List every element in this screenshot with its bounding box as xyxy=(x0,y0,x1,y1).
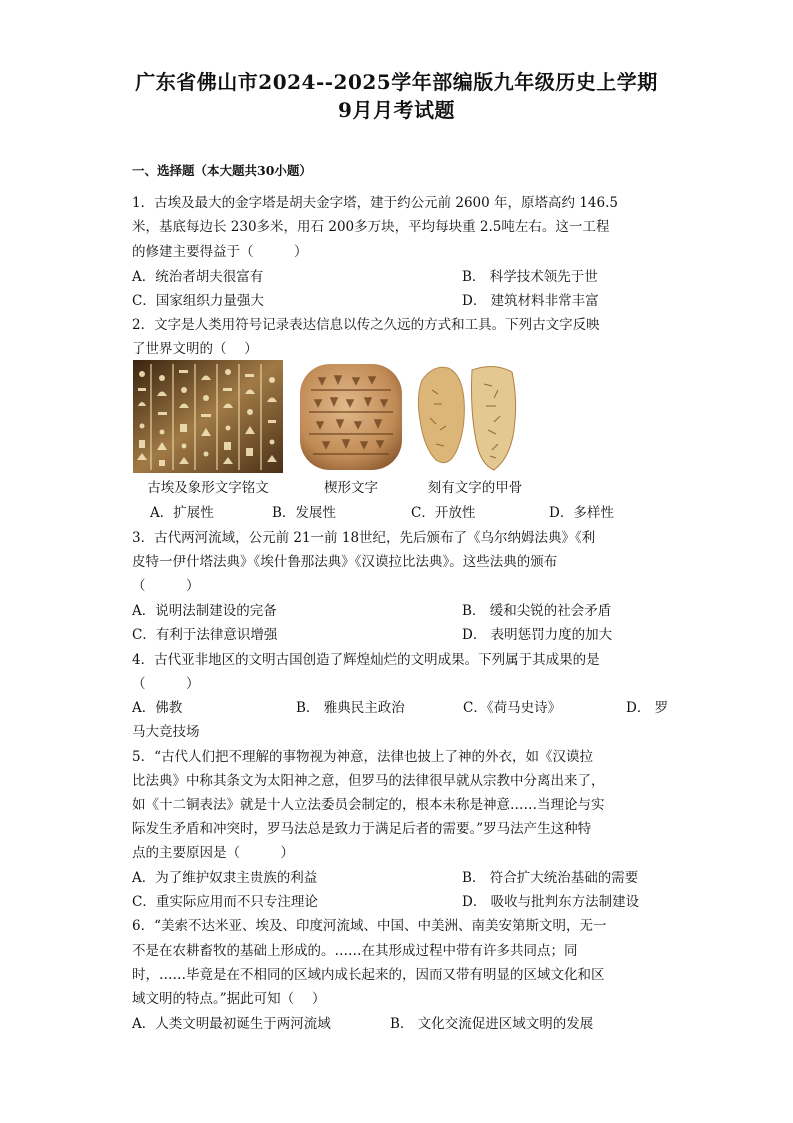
q3-text-line: 3．古代两河流域，公元前 21一前 18世纪，先后颁布了《乌尔纳姆法典》《利 xyxy=(132,530,596,546)
q1-option-c[interactable]: C．国家组织力量强大 xyxy=(132,293,264,309)
q1-text-line: 米，基底每边长 230多米，用石 200多万块，平均每块重 2.5吨左右。这一工程 xyxy=(132,219,610,235)
q2-option-b[interactable]: B．发展性 xyxy=(272,505,336,521)
page-subtitle: 9月月考试题 xyxy=(338,98,455,122)
q6-text-line: 域文明的特点。”据此可知（ ） xyxy=(132,991,326,1007)
q4-option-b[interactable]: B． 雅典民主政治 xyxy=(296,700,405,716)
oracle-bone-caption: 刻有文字的甲骨 xyxy=(427,480,523,496)
q3-option-d[interactable]: D． 表明惩罚力度的加大 xyxy=(462,627,613,643)
q3-option-a[interactable]: A．说明法制建设的完备 xyxy=(132,603,277,619)
q2-text-line: 2．文字是人类用符号记录表达信息以传之久远的方式和工具。下列古文字反映 xyxy=(132,317,600,333)
q5-text-line: 点的主要原因是（ ） xyxy=(132,845,294,861)
q4-text-line: 马大竞技场 xyxy=(132,724,200,740)
q1-option-b[interactable]: B． 科学技术领先于世 xyxy=(462,269,598,285)
q5-option-d[interactable]: D． 吸收与批判东方法制建设 xyxy=(462,894,640,910)
q1-option-a[interactable]: A．统治者胡夫很富有 xyxy=(132,269,264,285)
cuneiform-caption: 楔形文字 xyxy=(324,480,378,496)
q3-option-b[interactable]: B． 缓和尖锐的社会矛盾 xyxy=(462,603,612,619)
hieroglyph-caption: 古埃及象形文字铭文 xyxy=(147,480,269,496)
q6-text-line: 时，……毕竟是在不相同的区域内成长起来的，因而又带有明显的区域文化和区 xyxy=(132,967,605,983)
q3-text-line: （ ） xyxy=(132,578,200,594)
q4-option-a[interactable]: A．佛教 xyxy=(132,700,183,716)
hieroglyph-image xyxy=(133,360,283,473)
q4-text-line: 4．古代亚非地区的文明古国创造了辉煌灿烂的文明成果。下列属于其成果的是 xyxy=(132,652,600,668)
q3-option-c[interactable]: C．有利于法律意识增强 xyxy=(132,627,278,643)
q1-option-d[interactable]: D． 建筑材料非常丰富 xyxy=(462,293,599,309)
q5-text-line: 5．“古代人们把不理解的事物视为神意，法律也披上了神的外衣，如《汉谟拉 xyxy=(132,749,593,765)
q4-option-d[interactable]: D． 罗 xyxy=(626,700,669,716)
q2-text-line: 了世界文明的（ ） xyxy=(132,341,258,357)
q4-text-line: （ ） xyxy=(132,676,200,692)
q5-text-line: 比法典》中称其条文为太阳神之意，但罗马的法律很早就从宗教中分离出来了， xyxy=(132,773,605,789)
q2-option-a[interactable]: A．扩展性 xyxy=(150,505,214,521)
q6-text-line: 6．“美索不达米亚、埃及、印度河流域、中国、中美洲、南美安第斯文明，无一 xyxy=(132,918,607,934)
q3-text-line: 皮特一伊什塔法典》《埃什鲁那法典》《汉谟拉比法典》。这些法典的颁布 xyxy=(132,554,558,570)
q6-option-b[interactable]: B． 文化交流促进区域文明的发展 xyxy=(390,1016,594,1032)
q4-option-c[interactable]: C．《荷马史诗》 xyxy=(463,700,562,716)
page-title: 广东省佛山市2024--2025学年部编版九年级历史上学期 xyxy=(135,70,658,94)
q2-option-d[interactable]: D．多样性 xyxy=(549,505,614,521)
q5-option-c[interactable]: C．重实际应用而不只专注理论 xyxy=(132,894,318,910)
q5-text-line: 如《十二铜表法》就是十人立法委员会制定的，根本未称是神意……当理论与实 xyxy=(132,797,605,813)
q6-text-line: 不是在农耕畜牧的基础上形成的。……在其形成过程中带有许多共同点；同 xyxy=(132,943,578,959)
cuneiform-tablet-image xyxy=(297,360,405,473)
q6-option-a[interactable]: A．人类文明最初诞生于两河流域 xyxy=(132,1016,331,1032)
section-heading: 一、选择题（本大题共30小题） xyxy=(132,163,312,178)
q1-text-line: 1．古埃及最大的金字塔是胡夫金字塔，建于约公元前 2600 年，原塔高约 146.5 xyxy=(132,195,618,211)
q2-option-c[interactable]: C．开放性 xyxy=(411,505,476,521)
q5-option-a[interactable]: A．为了维护奴隶主贵族的利益 xyxy=(132,870,318,886)
q5-option-b[interactable]: B． 符合扩大统治基础的需要 xyxy=(462,870,639,886)
q5-text-line: 际发生矛盾和冲突时，罗马法总是致力于满足后者的需要。”罗马法产生这种特 xyxy=(132,821,592,837)
oracle-bone-image xyxy=(414,360,522,473)
q1-text-line: 的修建主要得益于（ ） xyxy=(132,244,308,260)
